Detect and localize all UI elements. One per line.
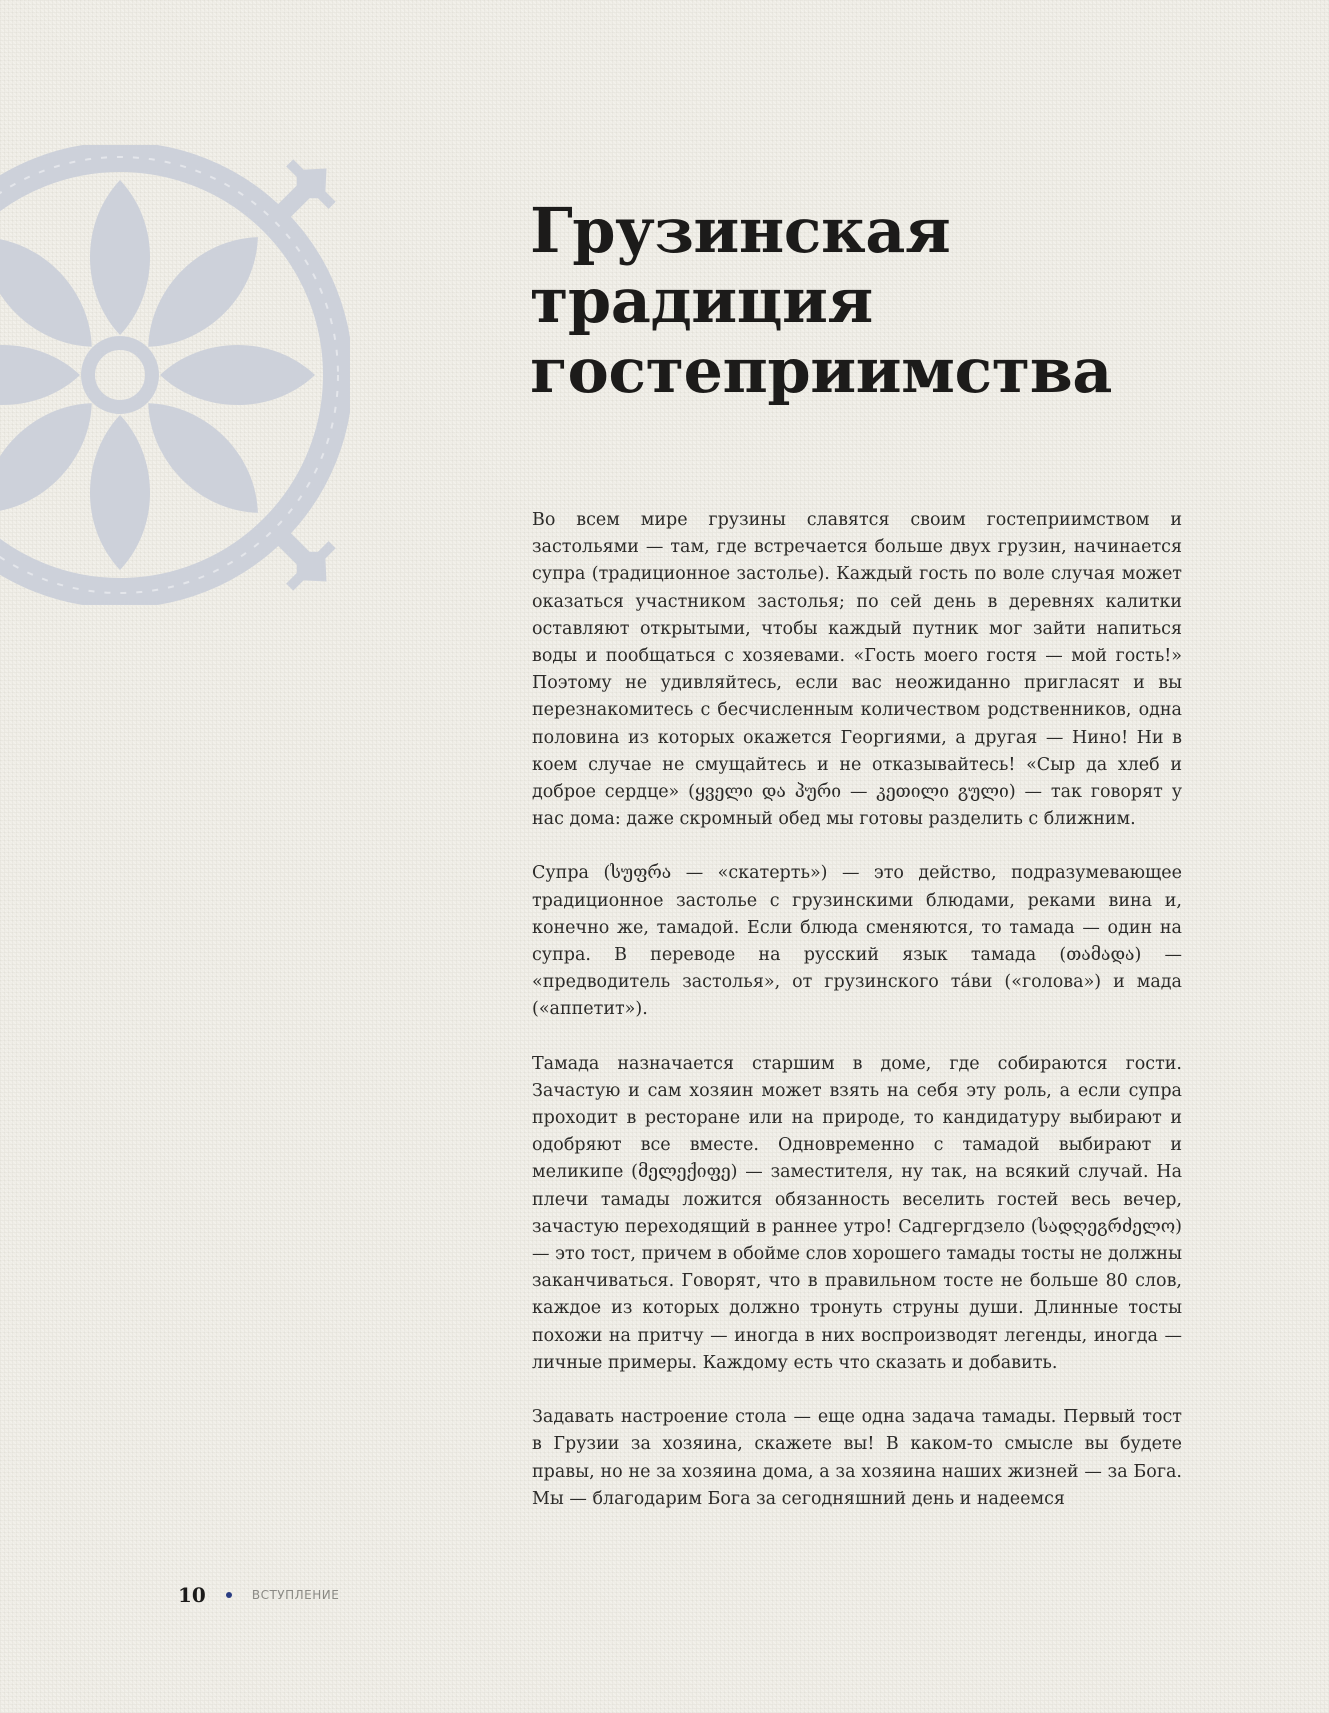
bullet-dot-icon [226,1592,232,1598]
title-line-2: традиция [530,264,873,337]
section-label: ВСТУПЛЕНИЕ [251,1588,340,1602]
page-footer [178,1580,339,1610]
paragraph-2: Супра (სუფრა — «скатерть») — это действо, подразумевающее традиционное застолье с грузинскими блюдами, реками вина и, конечно же, тамадой. Если блюда сменяются, то тамада — один на супра. В переводе на русский язык тамада (თამადა) — «предводитель застолья», от грузинского та́ви («голова») и мада («аппетит»). [532,863,1182,1020]
paragraph-1: Во всем мире грузины славятся своим гостеприимством и застольями — там, где встречается больше двух грузин, начинается супра (традиционное застолье). Каждый гость по воле случая может оказаться участником застолья; по сей день в деревнях калитки оставляют открытыми, чтобы каждый путник мог зайти напиться воды и пообщаться с хозяевами. «Гость моего гостя — мой гость!» Поэтому не удивляйтесь, если вас неожиданно пригласят и вы перезнакомитесь с бесчисленным количеством родственников, одна половина из которых окажется Георгиями, а другая — Нино! Ни в коем случае не смущайтесь и не отказывайтесь! «Сыр да хлеб и доброе сердце» (ყველი და პური — კეთილი გული) — так говорят у нас дома: даже скромный обед мы готовы разделить с ближним. [532,510,1182,830]
page-title [530,196,1290,406]
title-line-1: Грузинская [530,194,951,267]
article-body [532,507,1182,1542]
page-number: 10 [178,1583,206,1607]
paragraph-3: Тамада назначается старшим в доме, где собираются гости. Зачастую и сам хозяин может взять на себя эту роль, а если супра проходит в ресторане или на природе, то кандидатуру выбирают и одобряют все вместе. Одновременно с тамадой выбирают и меликипе (მელექიფე) — заместителя, ну так, на всякий случай. На плечи тамады ложится обязанность веселить гостей весь вечер, зачастую переходящий в раннее утро! Садгергдзело (სადღეგრძელო) — это тост, причем в обойме слов хорошего тамады тосты не должны заканчиваться. Говорят, что в правильном тосте не больше 80 слов, каждое из которых должно тронуть струны души. Длинные тосты похожи на притчу — иногда в них воспроизводят легенды, иногда — личные примеры. Каждому есть что сказать и добавить. [532,1053,1182,1373]
georgian-borjgali-ornament-icon [0,145,350,605]
paragraph-4: Задавать настроение стола — еще одна задача тамады. Первый тост в Грузии за хозяина, скажете вы! В каком-то смысле вы будете правы, но не за хозяина дома, а за хозяина наших жизней — за Бога. Мы — благодарим Бога за сегодняшний день и надеемся [532,1407,1182,1509]
title-line-3: гостеприимства [530,334,1112,407]
